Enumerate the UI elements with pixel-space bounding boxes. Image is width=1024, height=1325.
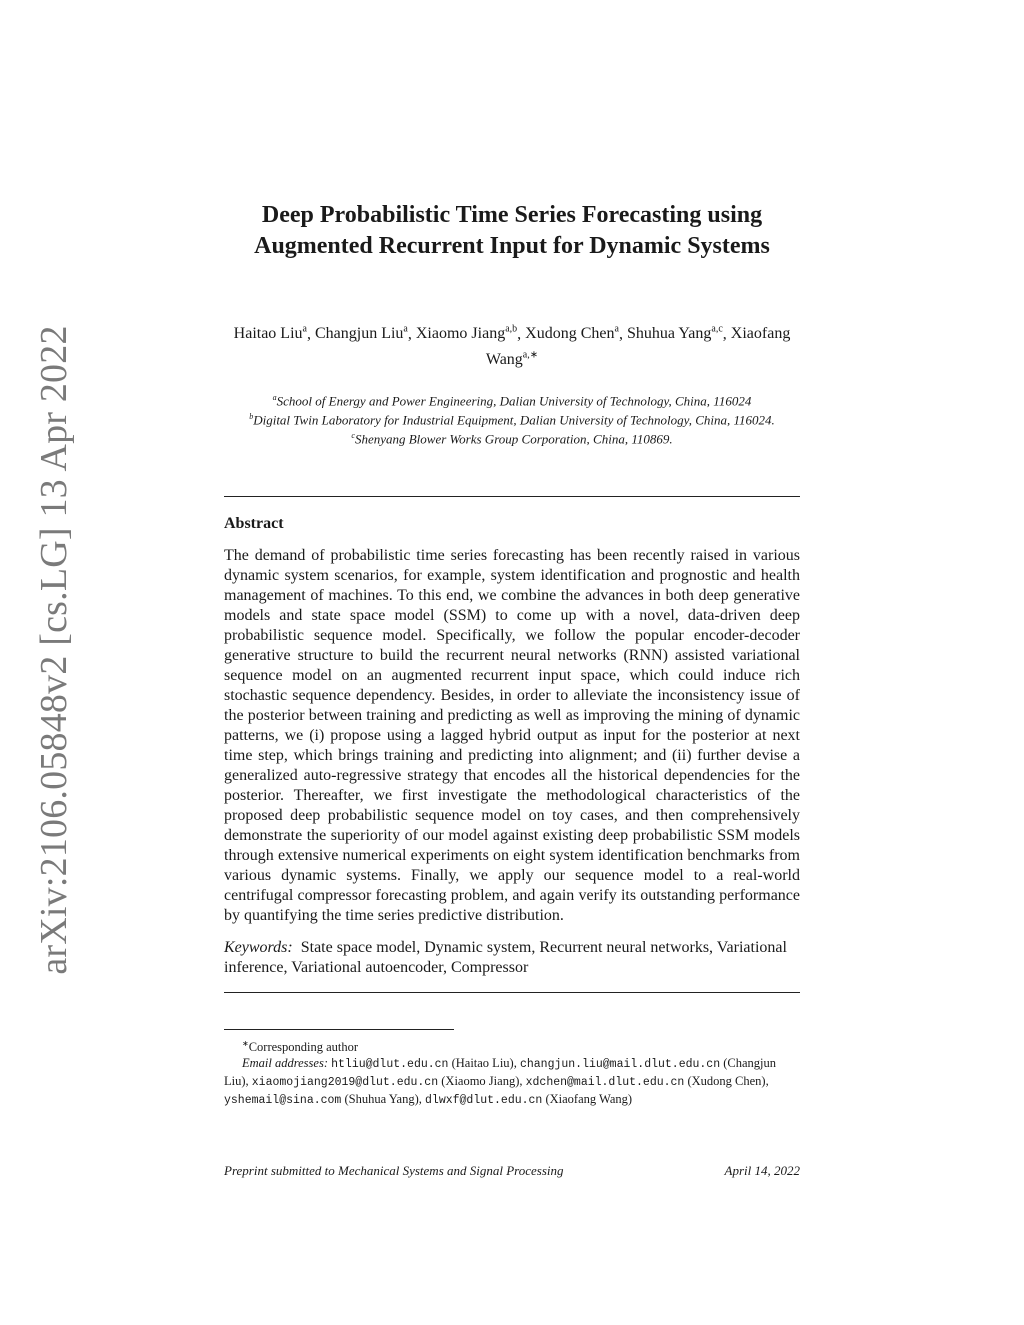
author: Xudong Chen$^a$ bbox=[525, 324, 619, 343]
footnote-rule bbox=[224, 1029, 454, 1030]
email-link[interactable]: htliu@dlut.edu.cn bbox=[331, 1057, 449, 1071]
affiliation: $^c$Shenyang Blower Works Group Corporation, China, 110869. bbox=[351, 431, 673, 447]
footnotes bbox=[224, 1036, 800, 1109]
abstract-heading: Abstract bbox=[224, 514, 284, 532]
preprint-footer bbox=[224, 1163, 800, 1179]
horizontal-rule bbox=[224, 496, 800, 497]
paper-title bbox=[224, 200, 800, 262]
email-link[interactable]: changjun.liu@mail.dlut.edu.cn bbox=[519, 1057, 721, 1071]
author: Shuhua Yang$^{a,c}$ bbox=[626, 324, 723, 343]
preprint-date: April 14, 2022 bbox=[724, 1163, 800, 1178]
arxiv-identifier-stamp: arXiv:2106.05848v2 [cs.LG] 13 Apr 2022 bbox=[33, 325, 75, 975]
corresponding-author-note: ∗Corresponding author bbox=[242, 1038, 359, 1054]
paper-first-page bbox=[224, 200, 800, 1109]
author: Xiaofang Wang$^{a,∗}$ bbox=[485, 325, 791, 368]
abstract-body: The demand of probabilistic time series forecasting has been recently raised in various dynamic system scenarios, for example, system identification and prognostic and health management of machines. To this end, we combine the advances in both deep generative models and state space model (SSM) to come up with a novel, data-driven deep probabilistic sequence model. Specifically, we follow the popular encoder-decoder generative structure to build the recurrent neural networks (RNN) assisted variational sequence model on an augmented recurrent input space, which could induce rich stochastic sequence dependency. Besides, in order to alleviate the inconsistency issue of the posterior between training and predicting as well as improving the mining of dynamic patterns, we (i) propose using a lagged hybrid output as input for the posterior at next time step, which brings training and predicting into alignment; and (ii) further devise a generalized auto-regressive strategy that encodes all the historical dependencies for the posterior. Thereafter, we first investigate the methodological characteristics of the proposed deep probabilistic sequence model on toy cases, and then comprehensively demonstrate the superiority of our model against existing deep probabilistic SSM models through extensive numerical experiments on eight system identification benchmarks from various dynamic systems. Finally, we apply our sequence model to a real-world centrifugal compressor forecasting problem, and again verify its outstanding performance by quantifying the time series predictive distribution. bbox=[224, 546, 800, 924]
preprint-journal: Preprint submitted to Mechanical Systems and Signal Processing bbox=[224, 1163, 564, 1178]
title-line: Deep Probabilistic Time Series Forecasting using bbox=[261, 202, 763, 228]
keywords-list: State space model, Dynamic system, Recurrent neural networks, Variational inference, Variational autoencoder, Compressor bbox=[224, 938, 787, 976]
affiliation: $^a$School of Energy and Power Engineering, Dalian University of Technology, China, 116024 bbox=[272, 392, 752, 408]
email-link[interactable]: yshemail@sina.com bbox=[224, 1093, 342, 1107]
affiliation-list bbox=[224, 390, 800, 448]
email-label: Email addresses: bbox=[242, 1055, 328, 1070]
keywords-label: Keywords: bbox=[224, 938, 293, 956]
author: Xiaomo Jiang$^{a,b}$ bbox=[415, 324, 518, 343]
keywords bbox=[224, 938, 800, 978]
email-link[interactable]: xiaomojiang2019@dlut.edu.cn bbox=[251, 1075, 439, 1089]
email-link[interactable]: dlwxf@dlut.edu.cn bbox=[425, 1093, 543, 1107]
horizontal-rule bbox=[224, 992, 800, 993]
title-line: Augmented Recurrent Input for Dynamic Systems bbox=[254, 233, 770, 259]
email-link[interactable]: xdchen@mail.dlut.edu.cn bbox=[525, 1075, 685, 1089]
email-addresses: Email addresses: htliu@dlut.edu.cn (Haitao Liu), changjun.liu@mail.dlut.edu.cn (Changjun Liu), xiaomojiang2019@dlut.edu.cn (Xiaomo Jiang), xdchen@mail.dlut.edu.cn (Xudong Chen), yshemail@sina.com (Shuhua Yang), dlwxf@dlut.edu.cn (Xiaofang Wang) bbox=[224, 1055, 777, 1107]
author-list: Haitao Liu$^a$, Changjun Liu$^a$, Xiaomo Jiang$^{a,b}$, Xudong Chen$^a$, Shuhua Yang$^{a,c}$, Xiaofang Wang$^{a,∗}$ bbox=[233, 324, 791, 368]
affiliation: $^b$Digital Twin Laboratory for Industrial Equipment, Dalian University of Technology, China, 116024. bbox=[249, 411, 775, 428]
author: Changjun Liu$^a$ bbox=[314, 324, 408, 343]
author: Haitao Liu$^a$ bbox=[233, 324, 307, 343]
